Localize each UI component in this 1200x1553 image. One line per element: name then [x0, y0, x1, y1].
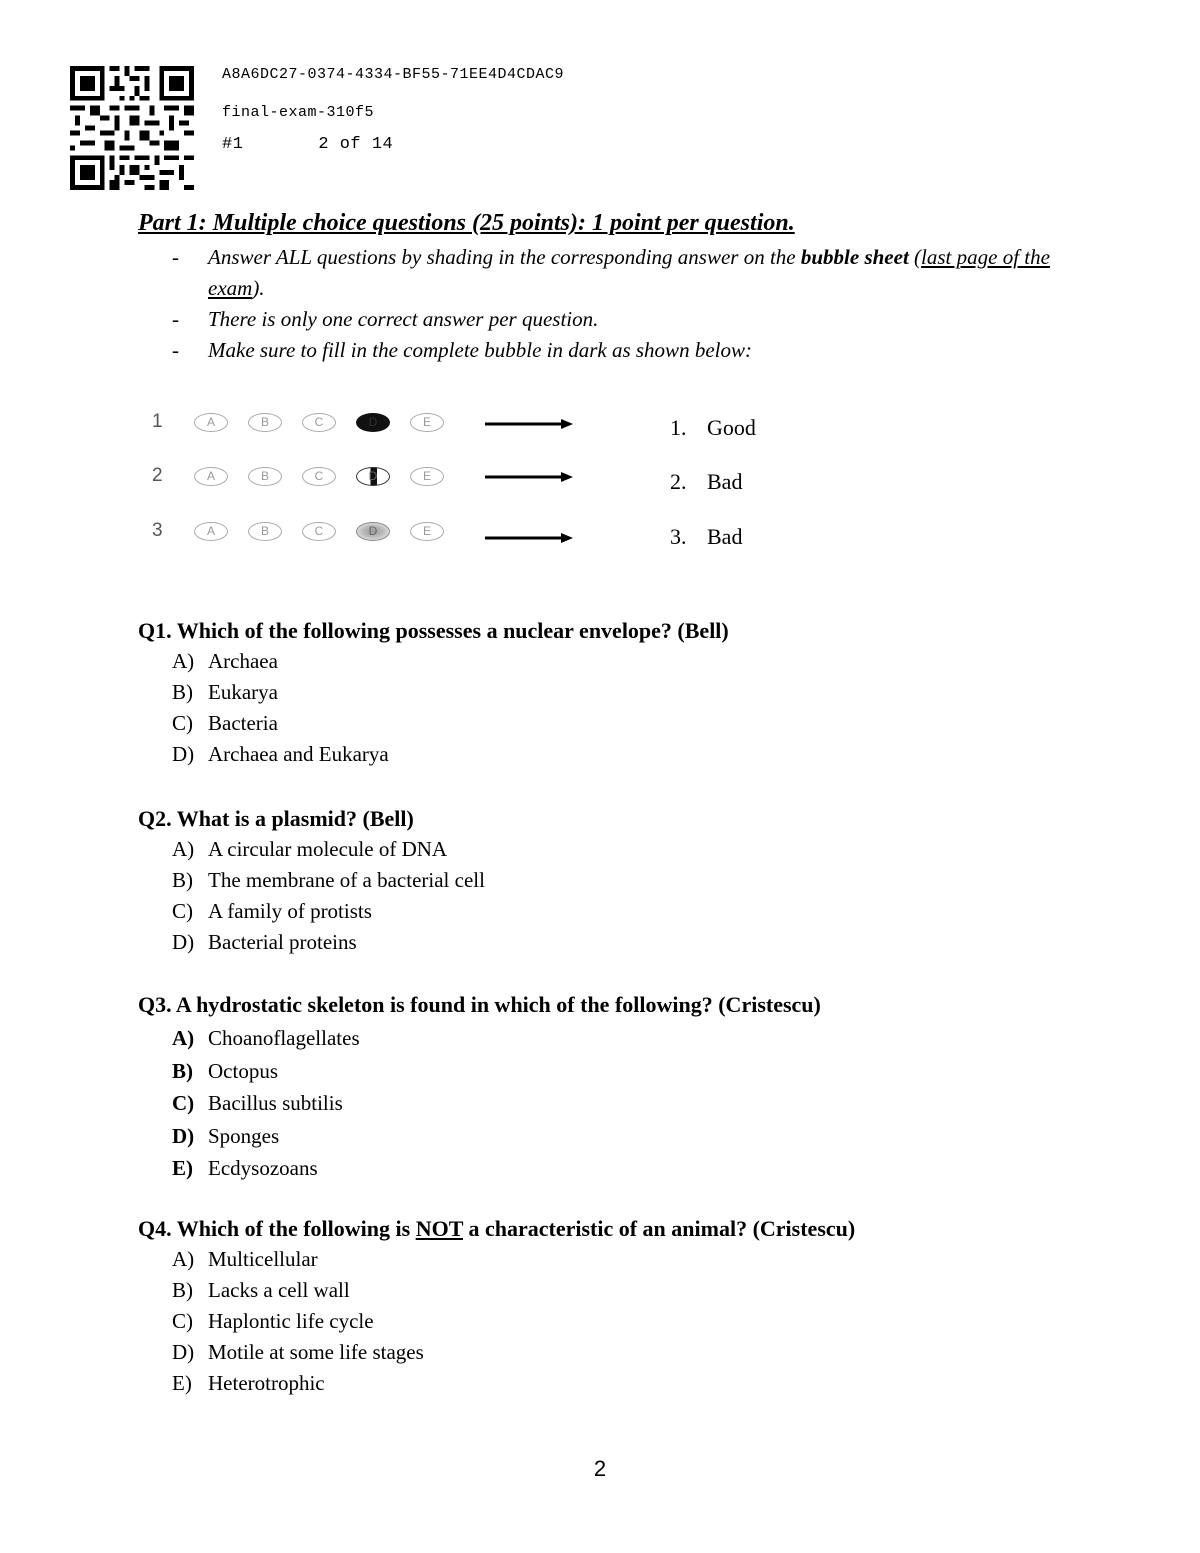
result-label: Bad: [707, 469, 743, 494]
option-letter: B): [172, 1058, 193, 1083]
bubble-b: B: [248, 467, 282, 486]
option-text: A family of protists: [208, 899, 372, 923]
option: [172, 739, 729, 770]
emphasis-not: NOT: [415, 1216, 463, 1241]
bubble-a: A: [194, 413, 228, 432]
bubble-e: E: [410, 467, 444, 486]
option-letter: C): [172, 711, 193, 735]
option-letter: A): [172, 649, 195, 673]
page-number: 2: [593, 1456, 607, 1481]
instruction-dash: -: [172, 338, 179, 362]
instruction-paren-close: ).: [252, 276, 265, 300]
option-letter: D): [172, 930, 195, 954]
copy-and-page: [222, 135, 393, 154]
option-letter: A): [172, 837, 195, 861]
arrow-right-icon: [485, 469, 573, 485]
option: [172, 1368, 855, 1399]
option-text: Sponges: [208, 1123, 280, 1148]
option-text: A circular molecule of DNA: [208, 837, 448, 861]
option-text: Choanoflagellates: [208, 1026, 360, 1050]
example-result: [670, 415, 756, 441]
option-text: Archaea and Eukarya: [208, 742, 389, 766]
question-title: Q1. Which of the following possesses a nuclear envelope? (Bell): [138, 618, 729, 643]
option: [172, 1120, 821, 1153]
result-label: Bad: [707, 524, 743, 549]
bubble-d-filled: D: [356, 413, 390, 432]
result-number: 2.: [670, 469, 687, 494]
result-label: Good: [707, 415, 756, 440]
option: [172, 1275, 855, 1306]
result-number: 1.: [670, 415, 687, 440]
option: [172, 646, 729, 677]
last-page-reference: last page of the exam: [208, 245, 1050, 300]
example-result: [670, 524, 742, 550]
option: [172, 896, 485, 927]
instruction-text: Answer ALL questions by shading in the corresponding answer on the: [208, 245, 801, 269]
copy-number: #1: [222, 135, 244, 154]
question-title: [138, 1214, 855, 1244]
exam-uuid: A8A6DC27-0374-4334-BF55-71EE4D4CDAC9: [222, 66, 565, 83]
option: [172, 1306, 855, 1337]
bubble-e: E: [410, 413, 444, 432]
option-text: Haplontic life cycle: [208, 1309, 374, 1333]
option: [172, 927, 485, 958]
instruction-dash: -: [172, 307, 179, 331]
option-letter: B): [172, 680, 193, 704]
option-text: Octopus: [208, 1058, 278, 1083]
option: [172, 1152, 821, 1185]
page-count: 2 of 14: [318, 135, 394, 154]
qr-code: [70, 66, 194, 190]
instruction-item: [172, 304, 1072, 335]
bubble-sheet-term: bubble sheet: [800, 245, 909, 269]
option-letter: D): [172, 1123, 195, 1148]
bubble-c: C: [302, 467, 336, 486]
instruction-item: [172, 335, 1072, 366]
option-letter: A): [172, 1247, 195, 1271]
question-title: Q2. What is a plasmid? (Bell): [138, 806, 414, 831]
question-title-end: a characteristic of an animal? (Cristescu): [462, 1216, 856, 1241]
bubble-d-partial: D: [356, 467, 390, 486]
option-text: Heterotrophic: [208, 1371, 325, 1395]
bubble-a: A: [194, 522, 228, 541]
option: [172, 1244, 855, 1275]
instruction-paren: (: [908, 245, 922, 269]
option: [172, 1087, 821, 1120]
option: [172, 834, 485, 865]
option: [172, 1055, 821, 1088]
option-letter: A): [172, 1026, 195, 1050]
option-text: Lacks a cell wall: [208, 1278, 350, 1302]
option-text: Archaea: [208, 649, 278, 673]
option-text: Bacterial proteins: [208, 930, 357, 954]
option: [172, 1022, 821, 1055]
instruction-text: Make sure to fill in the complete bubble in dark as shown below:: [208, 338, 752, 362]
option-letter: D): [172, 742, 195, 766]
bubble-a: A: [194, 467, 228, 486]
arrow-right-icon: [485, 530, 573, 546]
bubble-b: B: [248, 522, 282, 541]
option-letter: E): [172, 1156, 193, 1180]
option-text: Bacillus subtilis: [208, 1091, 343, 1115]
example-row-number: 2: [152, 465, 163, 486]
question-q2: [138, 804, 485, 958]
example-result: [670, 469, 742, 495]
option: [172, 708, 729, 739]
question-q3: [138, 990, 821, 1185]
bubble-e: E: [410, 522, 444, 541]
result-number: 3.: [670, 524, 687, 549]
example-row-number: 1: [152, 411, 163, 432]
example-row-number: 3: [152, 520, 163, 541]
option-letter: C): [172, 899, 193, 923]
part-title: Part 1: Multiple choice questions (25 points): 1 point per question.: [138, 210, 795, 236]
instruction-dash: -: [172, 245, 179, 269]
bubble-c: C: [302, 413, 336, 432]
option-letter: C): [172, 1091, 195, 1115]
option: [172, 1337, 855, 1368]
instruction-item: [172, 242, 1072, 304]
option-text: The membrane of a bacterial cell: [208, 868, 485, 892]
option: [172, 677, 729, 708]
option: [172, 865, 485, 896]
bubble-c: C: [302, 522, 336, 541]
option-letter: E): [172, 1371, 192, 1395]
option-letter: B): [172, 868, 193, 892]
option-text: Multicellular: [208, 1247, 318, 1271]
question-title-start: Q4. Which of the following is: [138, 1216, 416, 1241]
question-title: Q3. A hydrostatic skeleton is found in which of the following? (Cristescu): [138, 992, 821, 1017]
bubble-d-smudged: D: [356, 522, 390, 541]
option-text: Motile at some life stages: [208, 1340, 424, 1364]
option-text: Bacteria: [208, 711, 278, 735]
arrow-right-icon: [485, 416, 573, 432]
bubble-b: B: [248, 413, 282, 432]
question-q4: [138, 1214, 855, 1399]
question-q1: [138, 616, 729, 770]
option-letter: D): [172, 1340, 195, 1364]
options-list: [172, 1022, 821, 1185]
options-list: [172, 646, 729, 770]
exam-name: final-exam-310f5: [222, 104, 375, 121]
options-list: [172, 834, 485, 958]
option-letter: B): [172, 1278, 193, 1302]
option-text: Ecdysozoans: [208, 1156, 318, 1180]
instruction-text: There is only one correct answer per question.: [208, 307, 599, 331]
option-text: Eukarya: [208, 680, 278, 704]
instructions: [172, 242, 1072, 366]
options-list: [172, 1244, 855, 1399]
option-letter: C): [172, 1309, 193, 1333]
